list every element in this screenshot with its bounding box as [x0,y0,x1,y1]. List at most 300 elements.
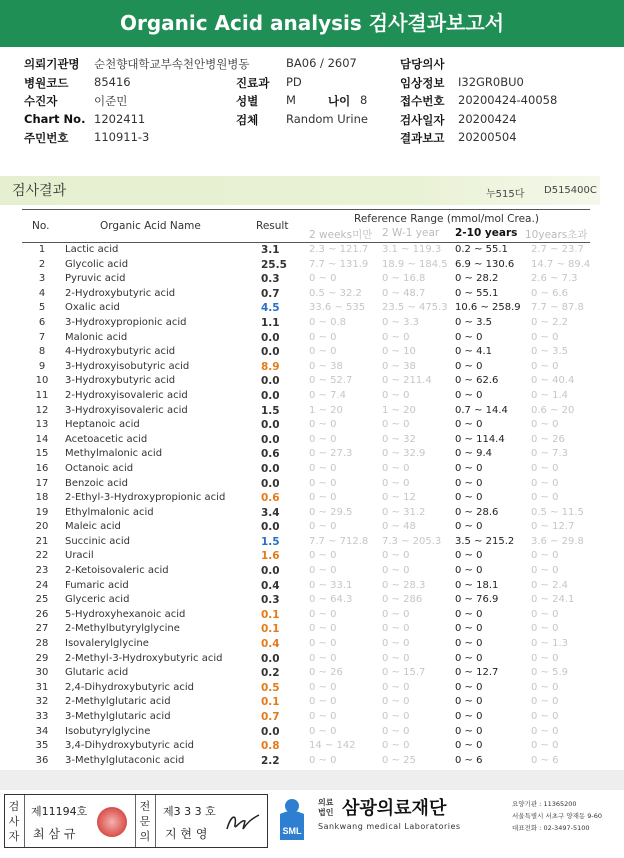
row-range-over-10y: 7.7 ~ 87.8 [531,302,584,314]
row-range-over-10y: 0 ~ 0 [531,462,559,474]
row-acid-name: 2-Hydroxyisovaleric acid [65,389,188,401]
row-number: 24 [35,579,49,591]
table-row [22,520,590,535]
row-result: 0.0 [261,346,280,359]
row-range-over-10y: 0 ~ 0 [531,419,559,431]
info-row-ssn [24,128,614,147]
org-code: BA06 / 2607 [286,56,357,70]
row-range-2w-1y: 0 ~ 0 [382,608,410,620]
row-range-over-10y: 0 ~ 0 [531,608,559,620]
chart-value: 1202411 [94,111,146,126]
row-result: 4.5 [261,302,280,315]
header-range-2-10y: 2-10 years [455,227,518,239]
receipt-label: 접수번호 [400,94,445,108]
row-acid-name: Lactic acid [65,244,119,255]
row-range-over-10y: 0 ~ 1.4 [531,389,569,401]
hosp-code-label: 병원코드 [24,75,69,90]
org-phone-line: 대표전화 : 02-3497-5100 [512,824,590,832]
table-row [22,345,590,360]
row-result: 0.0 [261,433,280,446]
row-acid-name: Octanoic acid [65,462,134,474]
row-range-2-10y: 0 ~ 0 [455,565,483,577]
row-range-under-2w: 0 ~ 0.8 [309,316,347,328]
row-range-over-10y: 0 ~ 1.3 [531,638,569,650]
row-range-2-10y: 0 ~ 0 [455,492,483,504]
row-acid-name: Benzoic acid [65,477,128,489]
row-range-over-10y: 2.7 ~ 23.7 [531,244,584,255]
row-range-over-10y: 0 ~ 0 [531,696,559,708]
report-title: Organic Acid analysis 검사결과보고서 [0,0,624,47]
row-acid-name: Acetoacetic acid [65,433,148,445]
row-range-2-10y: 0 ~ 0 [455,331,483,343]
table-row [22,564,590,579]
sml-logo-icon [274,796,310,844]
specimen-label: 검체 [236,112,259,127]
row-range-under-2w: 0.5 ~ 32.2 [309,287,362,299]
table-row [22,754,590,769]
org-value: 순천향대학교부속천안병원병동 [94,57,250,71]
row-range-2w-1y: 0 ~ 286 [382,594,423,606]
row-number: 20 [35,521,49,533]
table-row [22,593,590,608]
table-row [22,549,590,564]
row-acid-name: Glyceric acid [65,594,130,606]
table-row [22,506,590,521]
ssn-value: 110911-3 [94,130,150,144]
row-result: 0.0 [261,375,280,388]
row-range-2w-1y: 0 ~ 25 [382,754,416,766]
row-acid-name: 3-Hydroxyisobutyric acid [65,360,190,372]
row-result: 3.1 [261,244,280,256]
row-range-2-10y: 0 ~ 12.7 [455,667,499,679]
row-number: 17 [35,477,49,489]
info-row-org [24,54,614,73]
row-acid-name: Methylmalonic acid [65,448,163,460]
row-result: 0.4 [261,638,280,651]
info-row-chart [24,110,614,129]
row-range-under-2w: 14 ~ 142 [309,740,356,752]
table-row [22,652,590,667]
row-acid-name: 3-Hydroxypropionic acid [65,316,187,328]
row-acid-name: Ethylmalonic acid [65,506,154,518]
row-range-over-10y: 0 ~ 0 [531,492,559,504]
sex-value: M [286,93,296,107]
row-number: 27 [35,623,49,635]
row-range-2-10y: 0 ~ 28.6 [455,506,499,518]
row-acid-name: Succinic acid [65,535,131,547]
row-result: 0.6 [261,448,280,461]
org-address-line: 서울특별시 서초구 양재동 9-60 [512,812,603,820]
results-header [0,176,600,205]
info-row-patient [24,91,614,110]
row-range-2w-1y: 0 ~ 0 [382,550,410,562]
row-result: 25.5 [261,258,287,271]
row-acid-name: Isobutyrylglycine [65,725,151,737]
row-acid-name: Malonic acid [65,331,128,343]
table-row [22,433,590,448]
row-range-2w-1y: 0 ~ 0 [382,638,410,650]
row-range-under-2w: 0 ~ 0 [309,565,337,577]
row-number: 8 [38,346,46,358]
row-result: 0.7 [261,711,280,723]
row-result: 0.0 [261,565,280,578]
row-range-under-2w: 0 ~ 29.5 [309,506,353,518]
row-result: 0.2 [261,667,280,680]
seal-stamp-icon [97,807,127,837]
row-range-2-10y: 0 ~ 0 [455,521,483,533]
row-number: 6 [38,316,46,328]
row-range-2w-1y: 3.1 ~ 119.3 [382,244,442,255]
row-range-under-2w: 0 ~ 0 [309,331,337,343]
row-range-2w-1y: 0 ~ 0 [382,740,410,752]
table-row [22,477,590,492]
row-number: 9 [38,360,46,372]
divider [155,795,156,847]
row-range-under-2w: 0 ~ 38 [309,360,343,372]
row-range-over-10y: 0 ~ 6.6 [531,287,569,299]
row-number: 10 [35,375,49,387]
table-row [22,579,590,594]
row-range-under-2w: 0 ~ 0 [309,608,337,620]
doctor-label: 담당의사 [400,57,445,71]
specimen-value: Random Urine [286,111,368,126]
row-range-under-2w: 0 ~ 7.4 [309,389,347,401]
row-range-over-10y: 3.6 ~ 29.8 [531,535,584,547]
table-row [22,666,590,681]
row-range-over-10y: 0 ~ 6 [531,754,559,766]
row-range-2w-1y: 0 ~ 15.7 [382,667,426,679]
row-number: 13 [35,419,49,431]
table-row [22,272,590,287]
row-range-over-10y: 0 ~ 0 [531,550,559,562]
specialist-name: 지 현 영 [165,827,208,841]
row-result: 0.1 [261,608,280,621]
table-row [22,331,590,346]
inspector-name: 최 삼 규 [33,827,76,841]
row-result: 3.4 [261,506,280,519]
row-range-2w-1y: 0 ~ 3.3 [382,316,420,328]
table-row [22,637,590,652]
row-range-2-10y: 3.5 ~ 215.2 [455,535,515,547]
row-range-2w-1y: 0 ~ 0 [382,725,410,737]
row-range-2-10y: 0 ~ 0 [455,462,483,474]
row-acid-name: Fumaric acid [65,579,129,591]
row-number: 28 [35,638,49,650]
row-range-under-2w: 0 ~ 33.1 [309,579,353,591]
row-result: 0.0 [261,652,280,665]
row-range-over-10y: 0 ~ 3.5 [531,346,569,358]
header-range-under-2w: 2 weeks미만 [309,229,373,241]
table-header [22,210,590,242]
header-name: Organic Acid Name [100,220,201,232]
age-label: 나이 [328,94,351,108]
row-range-over-10y: 2.6 ~ 7.3 [531,273,578,285]
row-range-under-2w: 1 ~ 20 [309,404,343,416]
row-range-under-2w: 0 ~ 0 [309,652,337,664]
row-number: 26 [35,608,49,620]
row-range-2-10y: 0 ~ 0 [455,550,483,562]
row-range-2w-1y: 0 ~ 31.2 [382,506,426,518]
row-range-2-10y: 0 ~ 0 [455,740,483,752]
row-number: 21 [35,535,49,547]
logo-text: SML [282,826,302,836]
row-range-under-2w: 0 ~ 0 [309,754,337,766]
row-range-under-2w: 0 ~ 0 [309,346,337,358]
dept-value: PD [286,74,302,89]
row-number: 11 [35,389,49,401]
row-range-2w-1y: 23.5 ~ 475.3 [382,302,448,314]
row-range-2w-1y: 0 ~ 32 [382,433,416,445]
row-result: 0.0 [261,462,280,475]
row-range-under-2w: 0 ~ 0 [309,419,337,431]
row-acid-name: Heptanoic acid [65,419,140,431]
clinical-value: I32GR0BU0 [458,74,524,89]
row-acid-name: 2,4-Dihydroxybutyric acid [65,681,194,693]
row-acid-name: Uracil [65,550,94,562]
header-range-over-10y: 10years초과 [525,229,588,241]
row-range-under-2w: 0 ~ 0 [309,696,337,708]
row-acid-name: Isovalerylglycine [65,638,149,650]
results-title: 검사결과 [12,183,67,199]
table-row [22,389,590,404]
row-result: 0.4 [261,579,280,592]
row-result: 0.0 [261,419,280,432]
table-row [22,243,590,258]
dept-label: 진료과 [236,75,270,90]
org-label: 의뢰기관명 [24,57,80,71]
results-table-body [22,243,590,768]
row-range-2-10y: 0 ~ 0 [455,389,483,401]
row-range-under-2w: 7.7 ~ 131.9 [309,258,369,270]
row-range-over-10y: 0 ~ 0 [531,477,559,489]
row-range-over-10y: 0 ~ 26 [531,433,565,445]
row-range-2-10y: 0 ~ 0 [455,608,483,620]
org-contact [512,798,602,834]
row-number: 33 [35,711,49,722]
row-result: 0.1 [261,696,280,709]
row-number: 29 [35,652,49,664]
table-row [22,301,590,316]
row-range-2-10y: 0 ~ 3.5 [455,316,493,328]
row-range-over-10y: 0 ~ 5.9 [531,667,569,679]
row-acid-name: 3,4-Dihydroxybutyric acid [65,740,194,752]
row-range-2w-1y: 0 ~ 48.7 [382,287,426,299]
row-range-over-10y: 0 ~ 7.3 [531,448,569,460]
row-range-over-10y: 0 ~ 0 [531,681,559,693]
row-range-over-10y: 0 ~ 0 [531,565,559,577]
test-date-label: 검사일자 [400,112,445,127]
row-range-2-10y: 10.6 ~ 258.9 [455,302,521,314]
chart-label: Chart No. [24,111,86,126]
row-range-under-2w: 7.7 ~ 712.8 [309,535,369,547]
row-range-2w-1y: 0 ~ 0 [382,623,410,635]
row-acid-name: 2-Methylbutyrylglycine [65,623,180,635]
row-result: 0.0 [261,725,280,738]
row-range-2w-1y: 0 ~ 0 [382,652,410,664]
report-date-value: 20200504 [458,130,517,144]
row-range-2-10y: 0 ~ 0 [455,681,483,693]
patient-label: 수진자 [24,94,58,108]
row-result: 0.8 [261,740,280,753]
row-acid-name: 2-Ketoisovaleric acid [65,565,169,577]
row-acid-name: 3-Methylglutaric acid [65,711,171,722]
row-range-under-2w: 0 ~ 0 [309,623,337,635]
header-no: No. [32,220,50,232]
row-range-2w-1y: 7.3 ~ 205.3 [382,535,442,547]
row-range-over-10y: 0 ~ 0 [531,711,559,722]
table-row [22,622,590,637]
table-row [22,287,590,302]
header-range: Reference Range (mmol/mol Crea.) [354,213,539,225]
row-number: 22 [35,550,49,562]
row-range-under-2w: 0 ~ 0 [309,638,337,650]
row-range-2-10y: 0 ~ 18.1 [455,579,499,591]
row-result: 0.6 [261,492,280,505]
table-row [22,725,590,740]
row-range-under-2w: 0 ~ 27.3 [309,448,353,460]
row-number: 31 [35,681,49,693]
table-row [22,404,590,419]
row-result: 0.7 [261,287,280,300]
row-acid-name: 2-Methyl-3-Hydroxybutyric acid [65,652,223,664]
table-row [22,710,590,725]
row-number: 34 [35,725,49,737]
ssn-label: 주민번호 [24,131,69,145]
row-range-2w-1y: 0 ~ 0 [382,477,410,489]
row-range-2-10y: 0 ~ 76.9 [455,594,499,606]
row-range-over-10y: 14.7 ~ 89.4 [531,258,591,270]
row-number: 12 [35,404,49,416]
table-row [22,360,590,375]
divider [24,795,25,847]
age-value: 8 [360,93,368,107]
row-acid-name: Glycolic acid [65,258,129,270]
divider [135,795,136,847]
specialist-license: 제3 3 3 호 [163,805,216,818]
table-row [22,491,590,506]
row-range-under-2w: 0 ~ 0 [309,725,337,737]
row-number: 14 [35,433,49,445]
row-acid-name: 3-Hydroxybutyric acid [65,375,176,387]
row-range-2w-1y: 0 ~ 28.3 [382,579,426,591]
row-range-over-10y: 0 ~ 2.4 [531,579,569,591]
row-range-2w-1y: 0 ~ 0 [382,462,410,474]
row-result: 0.0 [261,477,280,490]
hosp-code: 85416 [94,74,131,89]
row-number: 5 [38,302,46,314]
table-row [22,462,590,477]
row-range-over-10y: 0 ~ 0 [531,623,559,635]
row-number: 25 [35,594,49,606]
row-range-over-10y: 0 ~ 12.7 [531,521,575,533]
row-result: 0.0 [261,331,280,344]
patient-info [24,54,614,147]
row-number: 16 [35,462,49,474]
row-range-2-10y: 0.2 ~ 55.1 [455,244,508,255]
signature-icon [223,809,263,837]
row-range-over-10y: 0 ~ 0 [531,725,559,737]
row-range-2w-1y: 18.9 ~ 184.5 [382,258,448,270]
table-row [22,316,590,331]
row-number: 18 [35,492,49,504]
row-range-2w-1y: 0 ~ 38 [382,360,416,372]
row-acid-name: 5-Hydroxyhexanoic acid [65,608,186,620]
row-range-2w-1y: 0 ~ 12 [382,492,416,504]
org-name: 삼광의료재단 [342,798,447,819]
info-row-hospital [24,73,614,92]
row-acid-name: 3-Methylglutaconic acid [65,754,185,766]
row-range-over-10y: 0 ~ 0 [531,360,559,372]
row-range-2-10y: 0 ~ 0 [455,477,483,489]
row-range-2-10y: 0 ~ 0 [455,419,483,431]
row-acid-name: Oxalic acid [65,302,120,314]
row-number: 4 [38,287,46,299]
row-number: 32 [35,696,49,708]
row-range-2w-1y: 0 ~ 32.9 [382,448,426,460]
table-row [22,739,590,754]
row-acid-name: 2-Hydroxybutyric acid [65,287,176,299]
signature-box [4,794,268,848]
row-number: 15 [35,448,49,460]
row-range-2-10y: 0 ~ 0 [455,725,483,737]
row-result: 1.6 [261,550,280,563]
row-range-2-10y: 0 ~ 0 [455,696,483,708]
row-number: 3 [38,273,46,285]
row-range-under-2w: 0 ~ 0 [309,462,337,474]
row-acid-name: Pyruvic acid [65,273,126,285]
row-range-2w-1y: 0 ~ 48 [382,521,416,533]
table-row [22,418,590,433]
row-acid-name: 2-Methylglutaric acid [65,696,171,708]
table-row [22,695,590,710]
row-number: 23 [35,565,49,577]
report-date-label: 결과보고 [400,131,445,145]
test-code: D515400C [544,185,597,196]
row-range-2-10y: 6.9 ~ 130.6 [455,258,515,270]
sex-label: 성별 [236,94,259,108]
row-range-2w-1y: 0 ~ 0 [382,331,410,343]
row-range-2-10y: 0 ~ 4.1 [455,346,493,358]
row-result: 1.5 [261,535,280,548]
row-number: 35 [35,740,49,752]
row-number: 2 [38,258,46,270]
row-range-2-10y: 0 ~ 0 [455,711,483,722]
row-range-under-2w: 0 ~ 0 [309,521,337,533]
row-range-over-10y: 0 ~ 0 [531,740,559,752]
row-number: 36 [35,754,49,766]
row-range-2-10y: 0 ~ 0 [455,360,483,372]
row-range-2-10y: 0 ~ 6 [455,754,483,766]
row-range-over-10y: 0 ~ 2.2 [531,316,569,328]
row-range-over-10y: 0.5 ~ 11.5 [531,506,584,518]
row-range-over-10y: 0.6 ~ 20 [531,404,575,416]
receipt-value: 20200424-40058 [458,93,558,107]
row-range-2-10y: 0 ~ 55.1 [455,287,499,299]
row-range-2-10y: 0 ~ 28.2 [455,273,499,285]
row-range-over-10y: 0 ~ 24.1 [531,594,575,606]
table-row [22,374,590,389]
row-range-2w-1y: 0 ~ 10 [382,346,416,358]
row-range-2-10y: 0 ~ 0 [455,652,483,664]
row-range-under-2w: 0 ~ 0 [309,711,337,722]
row-range-under-2w: 0 ~ 0 [309,273,337,285]
header-range-2w-1y: 2 W-1 year [382,227,440,239]
row-acid-name: Glutaric acid [65,667,129,679]
specialist-label: 전문의 [139,800,151,843]
table-row [22,681,590,696]
row-result: 0.0 [261,389,280,402]
row-acid-name: 4-Hydroxybutyric acid [65,346,176,358]
